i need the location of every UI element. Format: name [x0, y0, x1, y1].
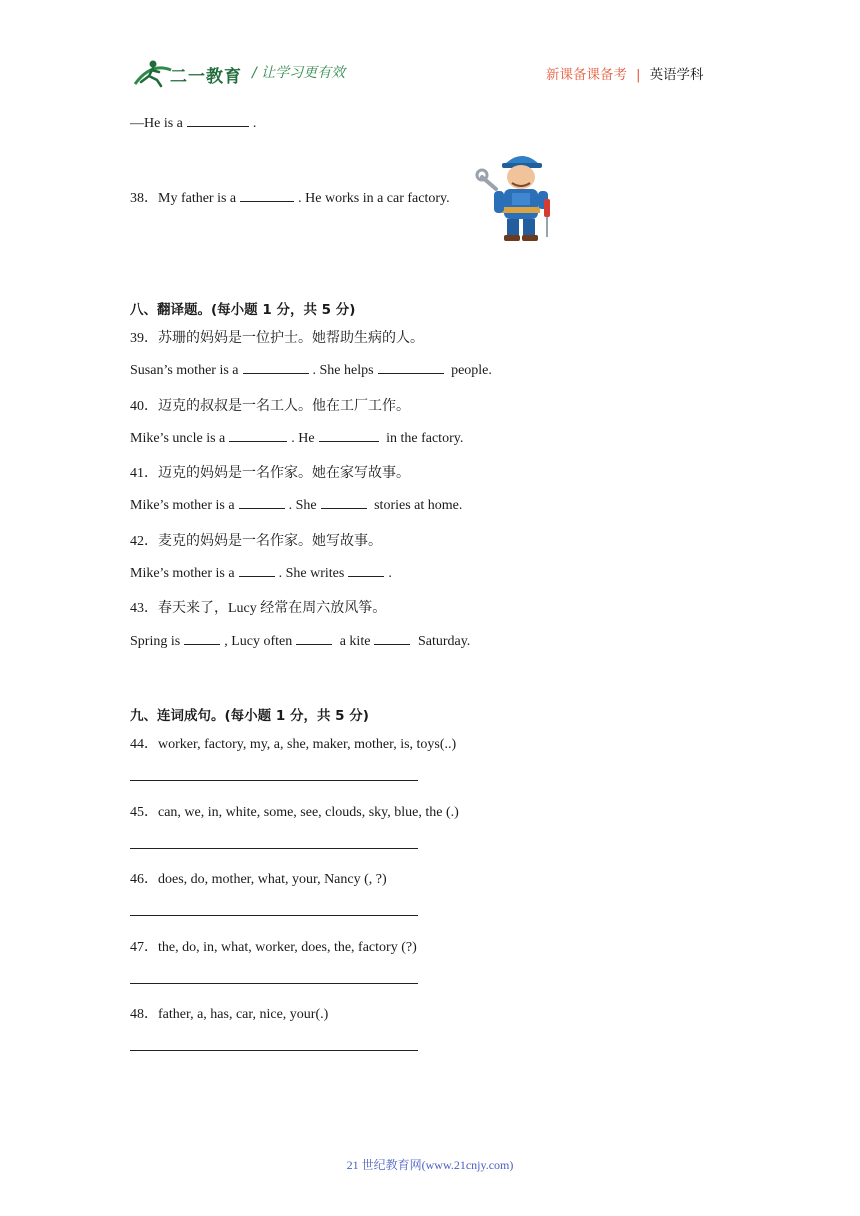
q40-blank-2[interactable]	[319, 429, 379, 442]
section-9-title: 九、连词成句。(每小题 1 分，共 5 分)	[130, 708, 369, 724]
q38-prefix: 38．My father is a	[130, 191, 237, 206]
q38-suffix: . He works in a car factory.	[298, 191, 450, 206]
header-course-label: 新课备课备考	[546, 67, 627, 83]
q40-blank-1[interactable]	[229, 429, 287, 442]
header-slogan: / 让学习更有效	[252, 65, 346, 81]
q43-english	[130, 632, 470, 650]
q47-words: 47．the, do, in, what, worker, does, the, factory (?)	[130, 940, 417, 955]
q40-part-c: in the factory.	[386, 431, 464, 446]
q41-english	[130, 496, 462, 514]
q43-part-c: a kite	[339, 634, 371, 649]
q43-blank-1[interactable]	[184, 632, 220, 645]
q45-words: 45．can, we, in, white, some, see, clouds, sky, blue, the (.)	[130, 805, 459, 820]
q42-part-a: Mike’s mother is a	[130, 566, 235, 581]
q43-part-b: , Lucy often	[224, 634, 293, 649]
q43-blank-2[interactable]	[296, 632, 332, 645]
q43-chinese: 43．春天来了，Lucy 经常在周六放风筝。	[130, 601, 387, 616]
q38-blank[interactable]	[240, 189, 294, 202]
q44-answer-line[interactable]	[130, 780, 418, 781]
q39-blank-2[interactable]	[378, 361, 444, 374]
q43-blank-3[interactable]	[374, 632, 410, 645]
q38-line	[130, 187, 450, 207]
q41-chinese: 41．迈克的妈妈是一名作家。她在家写故事。	[130, 466, 410, 481]
q41-part-c: stories at home.	[374, 498, 463, 513]
header-subject: 英语学科	[649, 67, 704, 83]
header-right	[546, 63, 704, 83]
q41-part-a: Mike’s mother is a	[130, 498, 235, 513]
q37-blank[interactable]	[187, 114, 249, 127]
q40-english	[130, 429, 463, 447]
q40-part-b: . He	[291, 431, 315, 446]
q39-blank-1[interactable]	[243, 361, 309, 374]
q47-answer-line[interactable]	[130, 983, 418, 984]
q43-part-d: Saturday.	[417, 634, 471, 649]
q42-blank-2[interactable]	[348, 564, 384, 577]
q40-chinese: 40．迈克的叔叔是一名工人。他在工厂工作。	[130, 399, 410, 414]
q41-blank-2[interactable]	[321, 496, 367, 509]
q39-english	[130, 361, 492, 379]
header-separator: |	[636, 67, 641, 83]
q48-answer-line[interactable]	[130, 1050, 418, 1051]
q41-blank-1[interactable]	[239, 496, 285, 509]
q37-answer-line: —He is a .	[130, 116, 257, 131]
page-footer: 21 世纪教育网(www.21cnjy.com)	[346, 1158, 514, 1172]
q46-answer-line[interactable]	[130, 915, 418, 916]
q42-blank-1[interactable]	[239, 564, 275, 577]
q48-words: 48．father, a, has, car, nice, your(.)	[130, 1007, 329, 1022]
q39-part-b: . She helps	[312, 363, 374, 378]
worker-with-tools-picture	[474, 147, 558, 243]
q39-part-a: Susan’s mother is a	[130, 363, 239, 378]
q42-part-b: . She writes	[278, 566, 345, 581]
q43-part-a: Spring is	[130, 634, 181, 649]
q42-part-c: .	[388, 566, 392, 581]
q46-words: 46．does, do, mother, what, your, Nancy (, ?)	[130, 872, 387, 887]
q37-prefix: —He is a	[130, 116, 183, 131]
q39-chinese: 39．苏珊的妈妈是一位护士。她帮助生病的人。	[130, 331, 424, 346]
q41-part-b: . She	[288, 498, 317, 513]
q40-part-a: Mike’s uncle is a	[130, 431, 226, 446]
section-8-title: 八、翻译题。(每小题 1 分，共 5 分)	[130, 302, 356, 318]
brand-name: 二一教育	[170, 67, 242, 87]
q42-chinese: 42．麦克的妈妈是一名作家。她写故事。	[130, 534, 382, 549]
q42-english	[130, 564, 392, 582]
page-header	[0, 0, 860, 100]
q39-part-c: people.	[451, 363, 492, 378]
q44-words: 44．worker, factory, my, a, she, maker, mother, is, toys(..)	[130, 737, 457, 752]
q45-answer-line[interactable]	[130, 848, 418, 849]
